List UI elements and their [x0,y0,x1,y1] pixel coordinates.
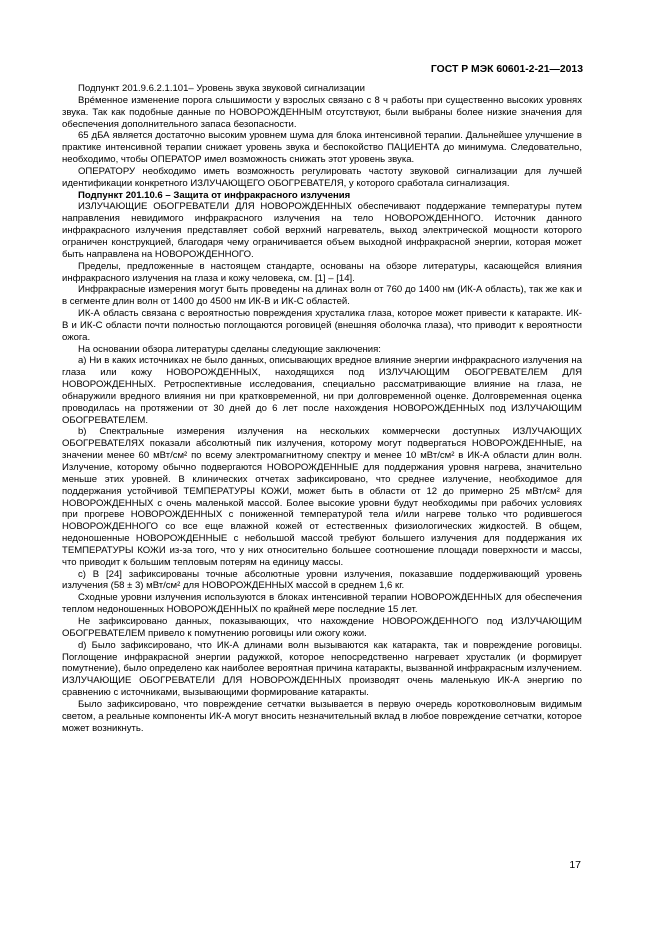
document-body [62,83,582,734]
paragraph: 65 дБА является достаточно высоким уровнем шума для блока интенсивной терапии. Дальнейшее улучшение в практике интенсивной терапии снижает уровень звука и беспокойство ПАЦИЕНТА до минимума. Следовательно, необходимо, чтобы ОПЕРАТОР имел возможность снижать этот уровень звука. [62,130,582,166]
paragraph: Не зафиксировано данных, показывающих, что нахождение НОВОРОЖДЕННОГО под ИЗЛУЧАЮЩИМ ОБОГРЕВАТЕЛЕМ привело к помутнению роговицы или ожогу кожи. [62,615,582,639]
paragraph: На основании обзора литературы сделаны следующие заключения: [78,343,381,355]
paragraph: Врéменное изменение порога слышимости у взрослых связано с 8 ч работы при существенно высоких уровнях звука. Так как подобные данные по НОВОРОЖДЕННЫМ отсутствуют, были выбраны более низкие значения для обеспечения дополнительного запаса безопасности. [62,94,582,130]
paragraph: Сходные уровни излучения используются в блоках интенсивной терапии НОВОРОЖДЕННЫХ для обеспечения теплом недоношенных НОВОРОЖДЕННЫХ по крайней мере последние 15 лет. [62,592,582,616]
paragraph: ОПЕРАТОРУ необходимо иметь возможность регулировать частоту звуковой сигнализации для лучшей идентификации конкретного ИЗЛУЧАЮЩЕГО ОБОГРЕВАТЕЛЯ, у которого сработала сигнализация. [62,165,582,189]
subclause-heading-infrared: Подпункт 201.10.6 – Защита от инфракрасного излучения [78,189,351,201]
list-item-d: d) Было зафиксировано, что ИК-А длинами волн вызываются как катаракта, так и повреждение роговицы. Поглощение инфракрасной энергии радужкой, которое непосредственно нагревает хрусталик (и формирует помутнение), было определено как наиболее вероятная причина катаракты, вызванной инфракрасным излучением. ИЗЛУЧАЮЩИЕ ОБОГРЕВАТЕЛИ ДЛЯ НОВОРОЖДЕННЫХ производят очень маленькую ИК-А энергию по сравнению с источниками, вызывающими формирование катаракты. [62,639,582,699]
paragraph: ИЗЛУЧАЮЩИЕ ОБОГРЕВАТЕЛИ ДЛЯ НОВОРОЖДЕННЫХ обеспечивают поддержание температуры путем направления невидимого инфракрасного излучения на тело НОВОРОЖДЕННОГО. Источник данного инфракрасного излучения представляет собой верхний нагреватель, выход электрической мощности которого ограничен конструкцией, благодаря чему ограничивается объем выходной инфракрасной энергии, которая может быть направлена на НОВОРОЖДЕННОГО. [62,201,582,260]
list-item-b: b) Спектральные измерения излучения на нескольких коммерчески доступных ИЗЛУЧАЮЩИХ ОБОГРЕВАТЕЛЯХ показали абсолютный пик излучения, которому могут подвергаться НОВОРОЖДЕННЫЕ, на значении менее 60 мВт/см² по всему электромагнитному спектру и менее 10 мВт/см² в ИК-А области длин волн. Излучение, которому обычно подвергаются НОВОРОЖДЕННЫЕ для поддержания уровня нагрева, значительно меньше этих уровней. В клинических отчетах зафиксировано, что среднее излучение, необходимое для поддержания устойчивой ТЕМПЕРАТУРЫ КОЖИ, может быть в области от 12 до примерно 25 мВт/см² для НОВОРОЖДЕННЫХ с очень маленькой массой. Более высокие уровни будут необходимы при рабочих условиях при прогреве НОВОРОЖДЕННЫХ с пониженной температурой тела и/или нагреве только что родившегося НОВОРОЖДЕННОГО со все еще влажной кожей от естественных физиологических жидкостей. В общем, недоношенные НОВОРОЖДЕННЫЕ с небольшой массой требуют большего излучения для поддержания их ТЕМПЕРАТУРЫ КОЖИ из-за того, что у них относительно большее соотношение площади поверхности и массы, что приводит к большим тепловым потерям на единицу массы. [62,426,582,568]
list-item-c: c) В [24] зафиксированы точные абсолютные уровни излучения, показавшие поддерживающий уровень излучения (58 ± 3) мВт/см² для НОВОРОЖДЕННЫХ массой в среднем 1,6 кг. [62,568,582,592]
paragraph: Инфракрасные измерения могут быть проведены на длинах волн от 760 до 1400 нм (ИК-А область), так же как и в сегменте длин волн от 1400 до 4500 нм ИК-В и ИК-С областей. [62,284,582,308]
subclause-heading-sound-level: Подпункт 201.9.6.2.1.101– Уровень звука звуковой сигнализации [78,83,365,94]
paragraph: Было зафиксировано, что повреждение сетчатки вызывается в первую очередь коротковолновым видимым светом, а реальные компоненты ИК-А могут вносить незначительный вклад в любое повреждение сетчатки, которое может возникнуть. [62,698,582,734]
paragraph: ИК-А область связана с вероятностью повреждения хрусталика глаза, которое может привести к катаракте. ИК-В и ИК-С области почти полностью поглощаются роговицей (внешняя оболочка глаза), что приводит к вероятности ожога. [62,308,582,343]
page-number: 17 [569,859,581,871]
document-header-standard: ГОСТ Р МЭК 60601-2-21—2013 [430,64,583,75]
paragraph: Пределы, предложенные в настоящем стандарте, основаны на обзоре литературы, касающейся влияния инфракрасного излучения на глаза и кожу человека, см. [1] – [14]. [62,260,582,284]
list-item-a: a) Ни в каких источниках не было данных, описывающих вредное влияние энергии инфракрасного излучения на глаза или кожу НОВОРОЖДЕННЫХ, находящихся под ИЗЛУЧАЮЩИМ ОБОГРЕВАТЕЛЕМ ДЛЯ НОВОРОЖДЕННЫХ. Ретроспективные исследования, специально рассматривающие влияние на глаза, не обнаружили вредного влияния ни при кратковременной, ни при долговременной оценке. Долговременная оценка проводилась на протяжении от 30 дней до 6 лет после нахождения НОВОРОЖДЕННЫХ под ИЗЛУЧАЮЩИМ ОБОГРЕВАТЕЛЕМ. [62,355,582,426]
